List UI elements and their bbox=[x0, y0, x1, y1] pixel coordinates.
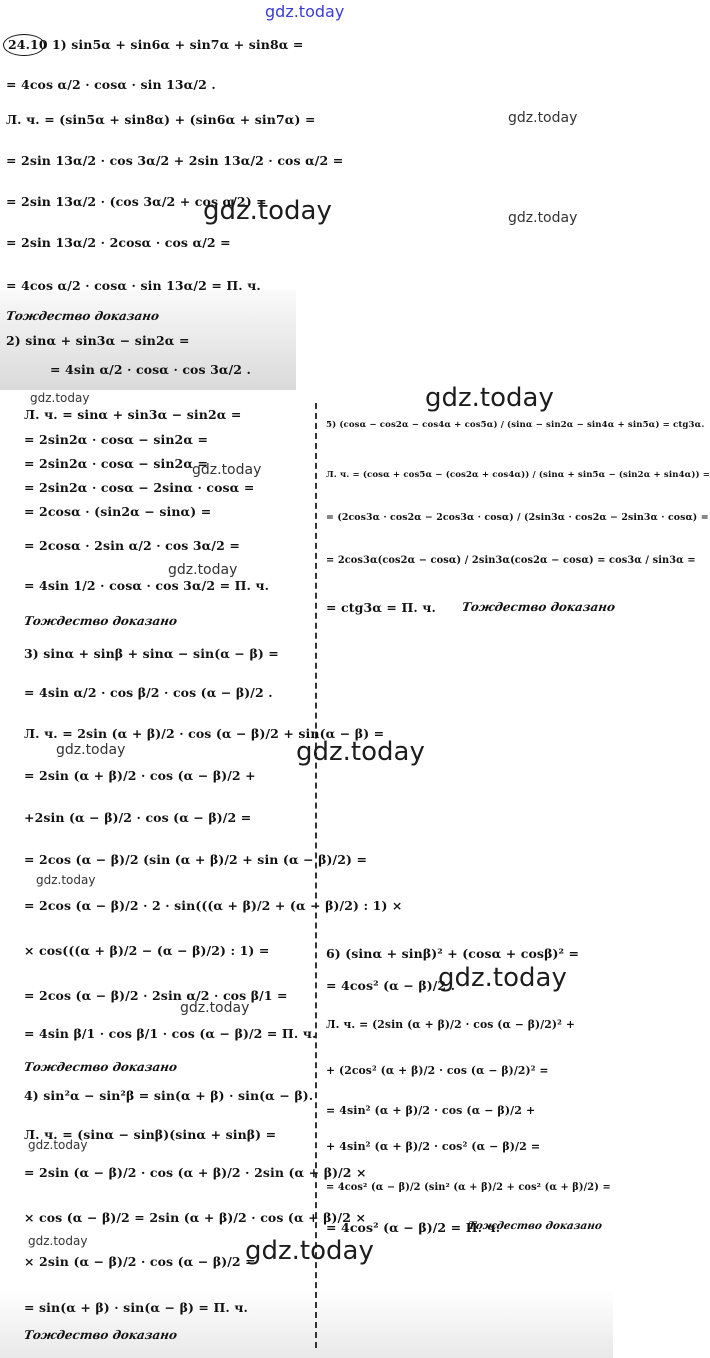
math-line: = 2sin 13α/2 · cos 3α/2 + 2sin 13α/2 · cos α/2 = bbox=[6, 153, 344, 168]
math-line: = 2cos (α − β)/2 (sin (α + β)/2 + sin (α − β)/2) = bbox=[24, 852, 368, 867]
math-line: = 2sin2α · cosα − sin2α = bbox=[24, 432, 209, 447]
problem-number: 24.10 bbox=[8, 37, 48, 52]
math-line: = 2sin 13α/2 · 2cosα · cos α/2 = bbox=[6, 235, 231, 250]
math-line: 2) sinα + sin3α − sin2α = bbox=[6, 333, 190, 348]
math-line: = 2sin2α · cosα − 2sinα · cosα = bbox=[24, 480, 255, 495]
math-line: = 4cos² (α − β)/2 (sin² (α + β)/2 + cos² (α + β)/2) = bbox=[326, 1182, 611, 1193]
proved-note: Тождество доказано bbox=[23, 1328, 179, 1342]
watermark: gdz.today bbox=[36, 873, 96, 887]
math-line: Л. ч. = (sin5α + sin8α) + (sin6α + sin7α) = bbox=[6, 112, 316, 127]
math-line: = ctg3α = П. ч. bbox=[326, 600, 436, 615]
math-line: = 4cos² (α − β)/2 = П. ч. bbox=[326, 1220, 501, 1235]
math-line: = 4sin² (α + β)/2 · cos (α − β)/2 + bbox=[326, 1104, 536, 1117]
math-line: 5) (cosα − cos2α − cos4α + cos5α) / (sinα − sin2α − sin4α + sin5α) = ctg3α. bbox=[326, 420, 705, 430]
math-line: = 2cos3α(cos2α − cosα) / 2sin3α(cos2α − cosα) = cos3α / sin3α = bbox=[326, 555, 696, 566]
math-line: + (2cos² (α + β)/2 · cos (α − β)/2)² = bbox=[326, 1064, 549, 1077]
math-line: Л. ч. = sinα + sin3α − sin2α = bbox=[24, 407, 242, 422]
math-line: = sin(α + β) · sin(α − β) = П. ч. bbox=[24, 1300, 248, 1315]
watermark: gdz.today bbox=[56, 742, 126, 758]
math-line: = 4cos α/2 · cosα · sin 13α/2 = П. ч. bbox=[6, 278, 261, 293]
watermark: gdz.today bbox=[28, 1234, 88, 1248]
math-line: = (2cos3α · cos2α − 2cos3α · cosα) / (2sin3α · cos2α − 2sin3α · cosα) = bbox=[326, 512, 709, 523]
proved-note: Тождество доказано bbox=[461, 600, 617, 614]
math-line: × cos(((α + β)/2 − (α − β)/2) : 1) = bbox=[24, 943, 270, 958]
math-line: 4) sin²α − sin²β = sin(α + β) · sin(α − β). bbox=[24, 1088, 314, 1103]
math-line: = 2cos (α − β)/2 · 2sin α/2 · cos β/1 = bbox=[24, 988, 288, 1003]
math-line: Л. ч. = (2sin (α + β)/2 · cos (α − β)/2)² + bbox=[326, 1018, 575, 1031]
watermark: gdz.today bbox=[28, 1138, 88, 1152]
math-line: = 4cos α/2 · cosα · sin 13α/2 . bbox=[6, 77, 216, 92]
proved-note: Тождество доказано bbox=[5, 309, 161, 323]
math-line: = 2cos (α − β)/2 · 2 · sin(((α + β)/2 + (α − β)/2) : 1) × bbox=[24, 898, 403, 913]
watermark: gdz.today bbox=[180, 1000, 250, 1016]
math-line: = 4sin β/1 · cos β/1 · cos (α − β)/2 = П. ч. bbox=[24, 1026, 317, 1041]
watermark: gdz.today bbox=[508, 210, 578, 226]
watermark: gdz.today bbox=[30, 391, 90, 405]
math-line: = 2sin (α + β)/2 · cos (α − β)/2 + bbox=[24, 768, 256, 783]
math-line: Л. ч. = (sinα − sinβ)(sinα + sinβ) = bbox=[24, 1127, 277, 1142]
proved-note: Тождество доказано bbox=[23, 1060, 179, 1074]
watermark: gdz.today bbox=[508, 110, 578, 126]
watermark: gdz.today bbox=[438, 963, 567, 993]
math-line: = 2sin 13α/2 · (cos 3α/2 + cos α/2) = bbox=[6, 194, 267, 209]
math-line: 6) (sinα + sinβ)² + (cosα + cosβ)² = bbox=[326, 946, 580, 961]
math-line: × 2sin (α − β)/2 · cos (α − β)/2 = bbox=[24, 1254, 256, 1269]
math-line: 1) sin5α + sin6α + sin7α + sin8α = bbox=[52, 37, 304, 52]
watermark: gdz.today bbox=[296, 737, 425, 767]
math-line: = 2cosα · (sin2α − sinα) = bbox=[24, 504, 212, 519]
column-divider bbox=[315, 403, 317, 1348]
math-line: + 4sin² (α + β)/2 · cos² (α − β)/2 = bbox=[326, 1140, 541, 1153]
watermark: gdz.today bbox=[203, 196, 332, 226]
math-line: = 2cosα · 2sin α/2 · cos 3α/2 = bbox=[24, 538, 240, 553]
math-line: = 4cos² (α − β)/2 . bbox=[326, 978, 456, 993]
math-line: +2sin (α − β)/2 · cos (α − β)/2 = bbox=[24, 810, 252, 825]
watermark: gdz.today bbox=[265, 2, 345, 21]
math-line: Л. ч. = 2sin (α + β)/2 · cos (α − β)/2 + sin(α − β) = bbox=[24, 726, 385, 741]
math-line: × cos (α − β)/2 = 2sin (α + β)/2 · cos (α + β)/2 × bbox=[24, 1210, 367, 1225]
watermark: gdz.today bbox=[192, 462, 262, 478]
math-line: = 2sin2α · cosα − sin2α = bbox=[24, 456, 209, 471]
watermark: gdz.today bbox=[168, 562, 238, 578]
math-line: 3) sinα + sinβ + sinα − sin(α − β) = bbox=[24, 646, 279, 661]
watermark: gdz.today bbox=[245, 1236, 374, 1266]
math-line: = 4sin α/2 · cosα · cos 3α/2 . bbox=[50, 362, 251, 377]
math-line: Л. ч. = (cosα + cos5α − (cos2α + cos4α)) / (sinα + sin5α − (sin2α + sin4α)) = bbox=[326, 470, 710, 480]
math-line: = 2sin (α − β)/2 · cos (α + β)/2 · 2sin (α + β)/2 × bbox=[24, 1165, 367, 1180]
math-line: = 4sin 1/2 · cosα · cos 3α/2 = П. ч. bbox=[24, 578, 270, 593]
proved-note: Тождество доказано bbox=[467, 1220, 603, 1232]
math-line: = 4sin α/2 · cos β/2 · cos (α − β)/2 . bbox=[24, 685, 273, 700]
watermark: gdz.today bbox=[425, 383, 554, 413]
proved-note: Тождество доказано bbox=[23, 614, 179, 628]
